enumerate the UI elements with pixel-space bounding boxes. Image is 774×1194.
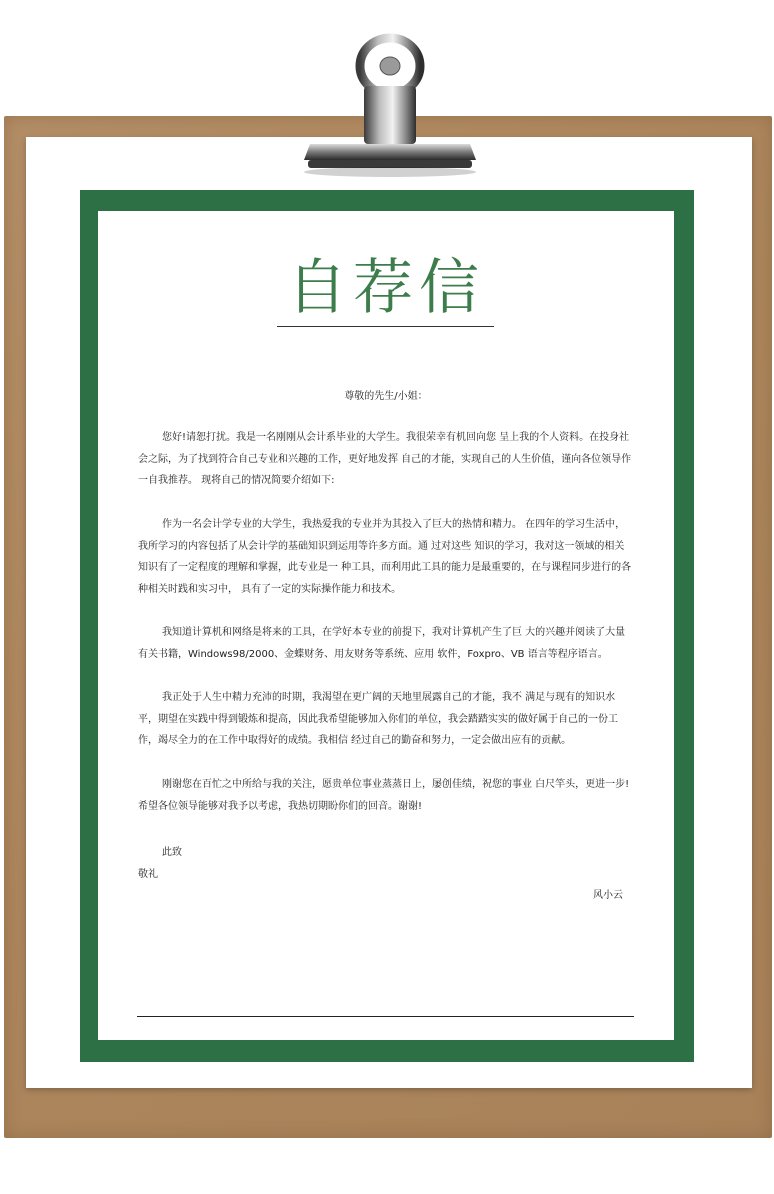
bottom-divider <box>137 1016 634 1017</box>
letter-title: 自荐信 <box>287 253 485 323</box>
paragraph-intro: 您好!请恕打扰。我是一名刚刚从会计系毕业的大学生。我很荣幸有机回向您 呈上我的个人资料。在投身社会之际，为了找到符合自己专业和兴趣的工作，更好地发挥 自己的才能，实现自己的人生价值，谨向各位领导作一自我推荐。 现将自己的情况简要介绍如下: <box>138 432 632 486</box>
paragraph-major: 作为一名会计学专业的大学生，我热爱我的专业并为其投入了巨大的热情和精力。 在四年的学习生活中，我所学习的内容包括了从会计学的基础知识到运用等许多方面。通 过对这些 知识的学习，我对这一领域的相关知识有了一定程度的理解和掌握，此专业是一 种工具，而利用此工具的能力是最重要的，在与课程同步进行的各种相关时践和实习中， 具有了一定的实际操作能力和技术。 <box>138 519 632 595</box>
letter-salutation: 尊敬的先生/小姐： <box>344 391 428 402</box>
paragraph-computer: 我知道计算机和网络是将来的工具，在学好本专业的前提下，我对计算机产生了巨 大的兴趣并阅读了大量有关书籍，Windows98/2000、金蝶财务、用友财务等系统、应用 软件，Foxpro、VB 语言等程序语言。 <box>138 627 626 660</box>
closing-greeting: 此致 <box>162 847 182 858</box>
closing-salute: 敬礼 <box>138 869 158 880</box>
binder-clip-icon <box>300 26 480 182</box>
paragraph-thanks: 刚谢您在百忙之中所给与我的关注，愿贵单位事业蒸蒸日上，屡创佳绩，祝您的事业 白尺竿头，更进一步! 希望各位领导能够对我予以考虑，我热切期盼你们的回音。谢谢! <box>138 779 630 812</box>
letter-content <box>98 211 674 1040</box>
paragraph-aspiration: 我正处于人生中精力充沛的时期，我渴望在更广阔的天地里展露自己的才能，我不 满足与现有的知识水平，期望在实践中得到锻炼和提高，因此我希望能够加入你们的单位，我会踏踏实实的做好属于自己的一份工作，竭尽全力的在工作中取得好的成绩。我相信 经过自己的勤奋和努力，一定会做出应有的贡献。 <box>138 692 618 746</box>
signature-name: 风小云 <box>593 890 623 901</box>
title-underline <box>277 326 494 327</box>
